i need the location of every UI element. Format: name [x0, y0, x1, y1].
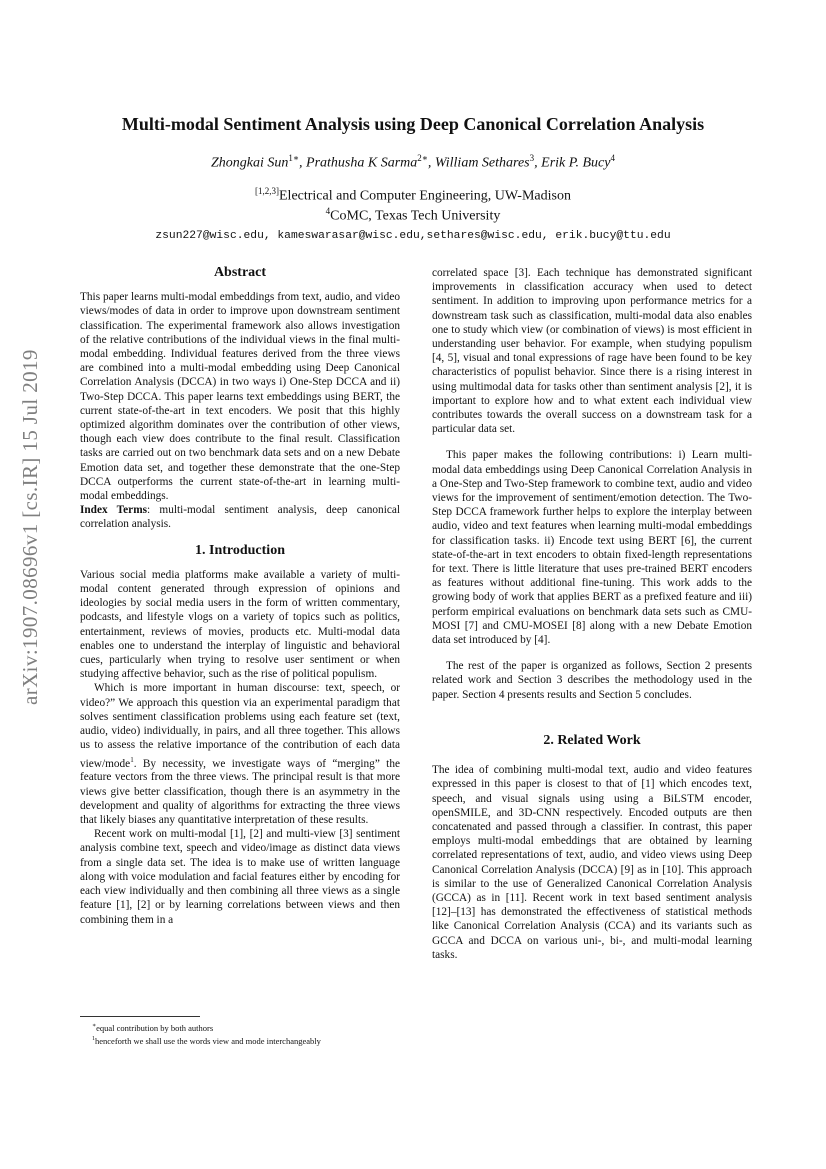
section-heading-introduction: 1. Introduction	[195, 542, 285, 558]
paragraph: The rest of the paper is organized as follows, Section 2 presents related work and Section 3 describes the methodology used in the paper. Section 4 presents results and Section 5 concludes.	[432, 660, 752, 701]
abstract-body: This paper learns multi-modal embeddings from text, audio, and video views/modes of data in order to improve upon downstream sentiment classification. The experimental framework also allows investigation of the relative contributions of the individual views in the final multi-modal embedding. Individual features derived from the three views are combined into a multi-modal embedding using Deep Canonical Correlation Analysis (DCCA) in two ways i) One-Step DCCA and ii) Two-Step DCCA. This paper learns text embeddings using BERT, the current state-of-the-art in text encoders. We posit that this highly optimized algorithm dominates over the contribution of other views, though each view does contribute to the final result. Classification tasks are carried out on two benchmark data sets and on a new Debate Emotion data set, and together these demonstrate that the one-Step DCCA outperforms the current state-of-the-art in learning multi-modal embeddings.	[80, 291, 400, 503]
footnote-text: henceforth we shall use the words view and mode interchangeably	[95, 1035, 321, 1046]
paragraph: This paper makes the following contributions: i) Learn multi-modal data embeddings using Deep Canonical Correlation Analysis in a One-Step and Two-Step framework to combine text, audio and video views for the improvement of sentiment/emotion detection. The Two-Step DCCA framework further helps to explore the interplay between audio, video and text features when learning multi-modal embeddings for classification tasks. ii) Encode text using BERT [6], the current state-of-the-art in text encoders to obtain fixed-length representations for text. There is little literature that uses pre-trained BERT encoders as features without additional fine-tuning. This work adds to the growing body of work that applies BERT as a prefixed feature and iii) perform empirical evaluations on benchmark data sets such as CMU-MOSI [7] and CMU-MOSEI [8] along with a new Debate Emotion data set introduced by [4].	[432, 449, 752, 647]
paper-title: Multi-modal Sentiment Analysis using Deep Canonical Correlation Analysis	[121, 114, 705, 134]
affiliation-line	[60, 186, 766, 205]
author-affil-mark: 2∗	[417, 153, 428, 163]
footnotes	[80, 1016, 400, 1047]
affil-mark: 4	[325, 206, 331, 216]
paragraph-text: . By necessity, we investigate ways of “merging” the feature vectors from the three views. The principal result is that more views give better classification, though there is an asymmetry in the development and quality of algorithms for extracting the three views that likely biases any quantitative interpretation of these results.	[80, 757, 400, 827]
abstract-heading: Abstract	[213, 265, 267, 280]
affiliation-line	[60, 206, 766, 225]
section-heading-related-work: 2. Related Work	[543, 732, 641, 748]
paragraph	[80, 681, 400, 827]
footnote	[80, 1034, 400, 1047]
footnote	[80, 1021, 400, 1034]
affil-text: Electrical and Computer Engineering, UW-Madison	[279, 188, 571, 204]
author-affil-mark: 3	[529, 153, 535, 163]
footnote-mark: 1	[92, 1035, 95, 1042]
author-name: Prathusha K Sarma	[306, 155, 418, 171]
author-name: Zhongkai Sun	[211, 155, 289, 171]
index-terms-text: : multi-modal sentiment analysis, deep canonical correlation analysis.	[80, 504, 401, 531]
footnote-rule	[80, 1016, 200, 1017]
left-column	[80, 266, 400, 927]
right-column	[432, 266, 752, 962]
author-name: William Sethares	[434, 155, 530, 171]
paragraph-text: Which is more important in human discourse: text, speech, or video?” We approach this question via an experimental paradigm that solves sentiment classification problems using each feature set (text, audio, video) individually, in pairs, and all three together. This allows us to assess the relative importance of the contribution of each data view/mode	[80, 682, 400, 770]
author-affil-mark: 4	[610, 153, 615, 163]
paragraph: Various social media platforms make available a variety of multi-modal content generated through expression of opinions and ideologies by social media users in the form of written commentary, podcasts, and lifestyle vlogs on a variety of topics such as politics, entertainment, reviews of movies, products etc. Multi-modal data enables one to understand the interplay of linguistic and behavioral cues, particularly when trying to resolve user sentiment or when studying affective behavior, such as the rise of political populism.	[80, 568, 400, 681]
arxiv-identifier[interactable]: arXiv:1907.08696v1 [cs.IR] 15 Jul 2019	[18, 349, 42, 705]
author-list: Zhongkai Sun$^{1∗}$, Prathusha K Sarma$^{2∗}$, William Sethares$^3$, Erik P. Bucy$^4$	[211, 153, 615, 171]
author-emails: zsun227@wisc.edu, kameswarasar@wisc.edu,sethares@wisc.edu, erik.bucy@ttu.edu	[155, 230, 671, 242]
author-name: Erik P. Bucy	[541, 155, 611, 171]
paragraph: correlated space [3]. Each technique has demonstrated significant improvements in classification accuracy when used to detect sentiment. In addition to improving upon performance metrics for a downstream task such as classification, multi-modal data also enables one to study which view (or combination of views) is most efficient in understanding user behavior. For example, when studying populism [4, 5], visual and tonal expressions of rage have been found to be key characteristics of populist behavior. Since there is a rising interest in using multimodal data for tasks other than sentiment analysis [2], it is important to explore how and to what extent each individual view contributes towards the overall success on a downstream task for a particular data set.	[432, 267, 752, 436]
author-affil-mark: 1∗	[288, 153, 300, 163]
footnote-text: equal contribution by both authors	[96, 1022, 214, 1033]
footnote-mark[interactable]: 1	[130, 755, 134, 764]
paragraph: The idea of combining multi-modal text, audio and video features expressed in this paper is closest to that of [1] which encodes text, speech, and visual signals using using a BiLSTM encoder, openSMILE, and 3D-CNN respectively. Encoded outputs are then concatenated and passed through a classifier. In contrast, this paper employs multi-modal embeddings that are obtained by learning correlated representations of text, audio, and video views using Deep Canonical Correlation Analysis (DCCA) [9] as in [10]. This approach is similar to the use of Generalized Canonical Correlation Analysis (GCCA) as in [11]. Recent work in text based sentiment analysis [12]–[13] has demonstrated the effectiveness of statistical methods like Canonical Correlation Analysis (CCA) and its variants such as GCCA and DCCA on various uni-, bi-, and multi-modal learning tasks.	[432, 764, 752, 961]
index-terms	[80, 503, 400, 531]
index-terms-label: Index Terms	[80, 504, 148, 517]
paragraph: Recent work on multi-modal [1], [2] and multi-view [3] sentiment analysis combine text, speech and video/image as distinct data views from a single data set. The idea is to make use of written language along with voice modulation and facial features either by encoding for each view individually and then combining all three views as a single feature [1], [2] or by learning correlations between views and then combining them in a	[80, 828, 400, 926]
footnote-mark: ∗	[92, 1023, 97, 1029]
affil-mark: [1,2,3]	[255, 186, 279, 196]
affil-text: CoMC, Texas Tech University	[330, 208, 501, 224]
